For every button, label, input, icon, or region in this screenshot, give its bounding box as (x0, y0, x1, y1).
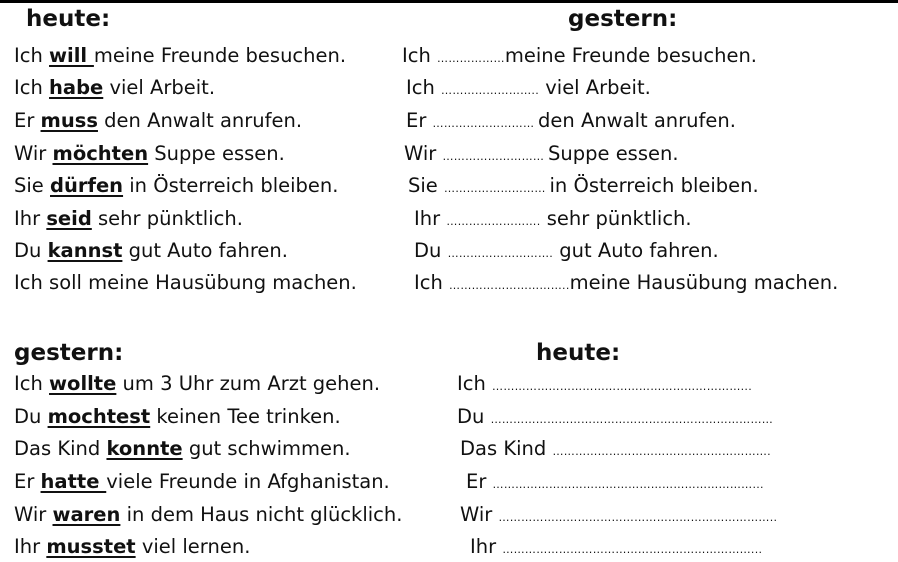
modal-verb: wollte (49, 372, 117, 395)
subject: Du (14, 405, 48, 428)
subject: Ihr (14, 207, 47, 230)
blank-field[interactable]: …………………….. (441, 84, 540, 97)
subject: Wir (404, 142, 443, 165)
modal-verb: hatte (40, 470, 107, 493)
sentence-rest: viel Arbeit. (539, 76, 651, 99)
s2-right-row-6 (470, 535, 762, 562)
s1-left-row-5 (14, 174, 339, 198)
blank-field[interactable]: …………………………………………………………... (502, 543, 763, 556)
sentence-rest: viel lernen. (135, 535, 251, 558)
sentence-rest: keinen Tee trinken. (150, 405, 341, 428)
s1-right-row-2 (406, 76, 651, 103)
s2-left-row-5 (14, 503, 402, 527)
s2-right-row-1 (457, 372, 752, 399)
blank-field[interactable]: ……………………… (432, 117, 539, 130)
blank-field[interactable]: ……………………………………………………………... (492, 478, 764, 491)
s1-right-row-8 (414, 271, 838, 298)
modal-verb: möchten (52, 142, 149, 165)
sentence-rest: gut Auto fahren. (553, 239, 719, 262)
sentence-rest: Suppe essen. (148, 142, 285, 165)
section2-heading-gestern: gestern: (14, 340, 124, 366)
modal-verb: seid (46, 207, 92, 230)
sentence-rest: um 3 Uhr zum Arzt gehen. (116, 372, 381, 395)
s1-right-row-3 (406, 109, 736, 136)
subject: Das Kind (460, 437, 553, 460)
subject: Ihr (14, 535, 47, 558)
s2-right-row-4 (466, 470, 764, 497)
sentence-rest: in dem Haus nicht glücklich. (120, 503, 403, 526)
subject: Er (406, 109, 433, 132)
subject: Wir (14, 142, 53, 165)
sentence-rest: gut schwimmen. (182, 437, 351, 460)
blank-field[interactable]: …………………………………………………. (552, 445, 771, 458)
s1-right-row-4 (404, 142, 679, 169)
sentence-rest: viele Freunde in Afghanistan. (106, 470, 390, 493)
blank-field[interactable]: ……………………. (446, 215, 541, 228)
s2-left-row-3 (14, 437, 351, 461)
s1-left-row-6 (14, 207, 243, 231)
s2-right-row-2 (457, 405, 773, 432)
section1-heading-heute: heute: (26, 6, 111, 32)
blank-field[interactable]: ………………………………………………………………… (490, 413, 774, 426)
subject: Ich (457, 372, 493, 395)
modal-verb: konnte (106, 437, 183, 460)
blank-field[interactable]: ……………… (437, 52, 505, 65)
subject: Ich (402, 44, 438, 67)
blank-field[interactable]: ………………………. (447, 247, 554, 260)
s1-right-row-7 (414, 239, 719, 266)
s2-right-row-3 (460, 437, 771, 464)
subject: Ich (414, 271, 450, 294)
modal-verb: dürfen (50, 174, 124, 197)
subject: Sie (408, 174, 444, 197)
s2-left-row-6 (14, 535, 250, 559)
blank-field[interactable]: ……………………………………………………………….. (498, 511, 778, 524)
subject: Sie (14, 174, 50, 197)
s1-left-row-7 (14, 239, 288, 263)
s1-right-row-5 (408, 174, 759, 201)
sentence-rest: sehr pünktlich. (91, 207, 243, 230)
sentence-rest: in Österreich bleiben. (549, 174, 759, 197)
subject: Das Kind (14, 437, 107, 460)
subject: Du (457, 405, 491, 428)
s2-left-row-1 (14, 372, 380, 396)
sentence-rest: den Anwalt anrufen. (538, 109, 736, 132)
sentence-rest: meine Hausübung machen. (569, 271, 839, 294)
subject: Ich (406, 76, 442, 99)
section2-heading-heute: heute: (536, 340, 621, 366)
s1-right-row-1 (402, 44, 757, 71)
s2-left-row-4 (14, 470, 390, 494)
sentence-rest: viel Arbeit. (103, 76, 216, 99)
modal-verb: habe (49, 76, 104, 99)
subject: Du (14, 239, 48, 262)
modal-verb: mochtest (47, 405, 151, 428)
subject: Ihr (414, 207, 447, 230)
blank-field[interactable]: …………………………………………………………... (492, 380, 753, 393)
subject: Ich (14, 372, 50, 395)
subject: Er (466, 470, 493, 493)
modal-verb: will (49, 44, 94, 67)
blank-field[interactable]: ……………………… (442, 150, 548, 163)
sentence-rest: Suppe essen. (548, 142, 679, 165)
modal-verb: musstet (46, 535, 136, 558)
modal-verb: kannst (47, 239, 123, 262)
s2-right-row-5 (460, 503, 777, 530)
blank-field[interactable]: ………………………….. (449, 279, 570, 292)
modal-verb: muss (40, 109, 98, 132)
blank-field[interactable]: ……………………… (444, 182, 550, 195)
sentence-rest: meine Freunde besuchen. (504, 44, 758, 67)
s1-left-row-2 (14, 76, 215, 100)
s1-left-row-1 (14, 44, 346, 68)
top-rule (0, 0, 898, 3)
subject: Ich (14, 76, 50, 99)
subject: Ich (14, 44, 50, 67)
s1-left-row-8 (14, 271, 357, 295)
sentence-rest: sehr pünktlich. (540, 207, 692, 230)
s1-left-row-4 (14, 142, 285, 166)
sentence: Ich soll meine Hausübung machen. (14, 271, 357, 294)
subject: Er (14, 470, 41, 493)
subject: Er (14, 109, 41, 132)
s2-left-row-2 (14, 405, 341, 429)
sentence-rest: in Österreich bleiben. (123, 174, 339, 197)
subject: Wir (460, 503, 499, 526)
sentence-rest: meine Freunde besuchen. (93, 44, 347, 67)
subject: Ihr (470, 535, 503, 558)
subject: Wir (14, 503, 53, 526)
sentence-rest: gut Auto fahren. (122, 239, 288, 262)
s1-right-row-6 (414, 207, 692, 234)
section1-heading-gestern: gestern: (568, 6, 678, 32)
modal-verb: waren (52, 503, 121, 526)
subject: Du (414, 239, 448, 262)
sentence-rest: den Anwalt anrufen. (97, 109, 303, 132)
s1-left-row-3 (14, 109, 302, 133)
